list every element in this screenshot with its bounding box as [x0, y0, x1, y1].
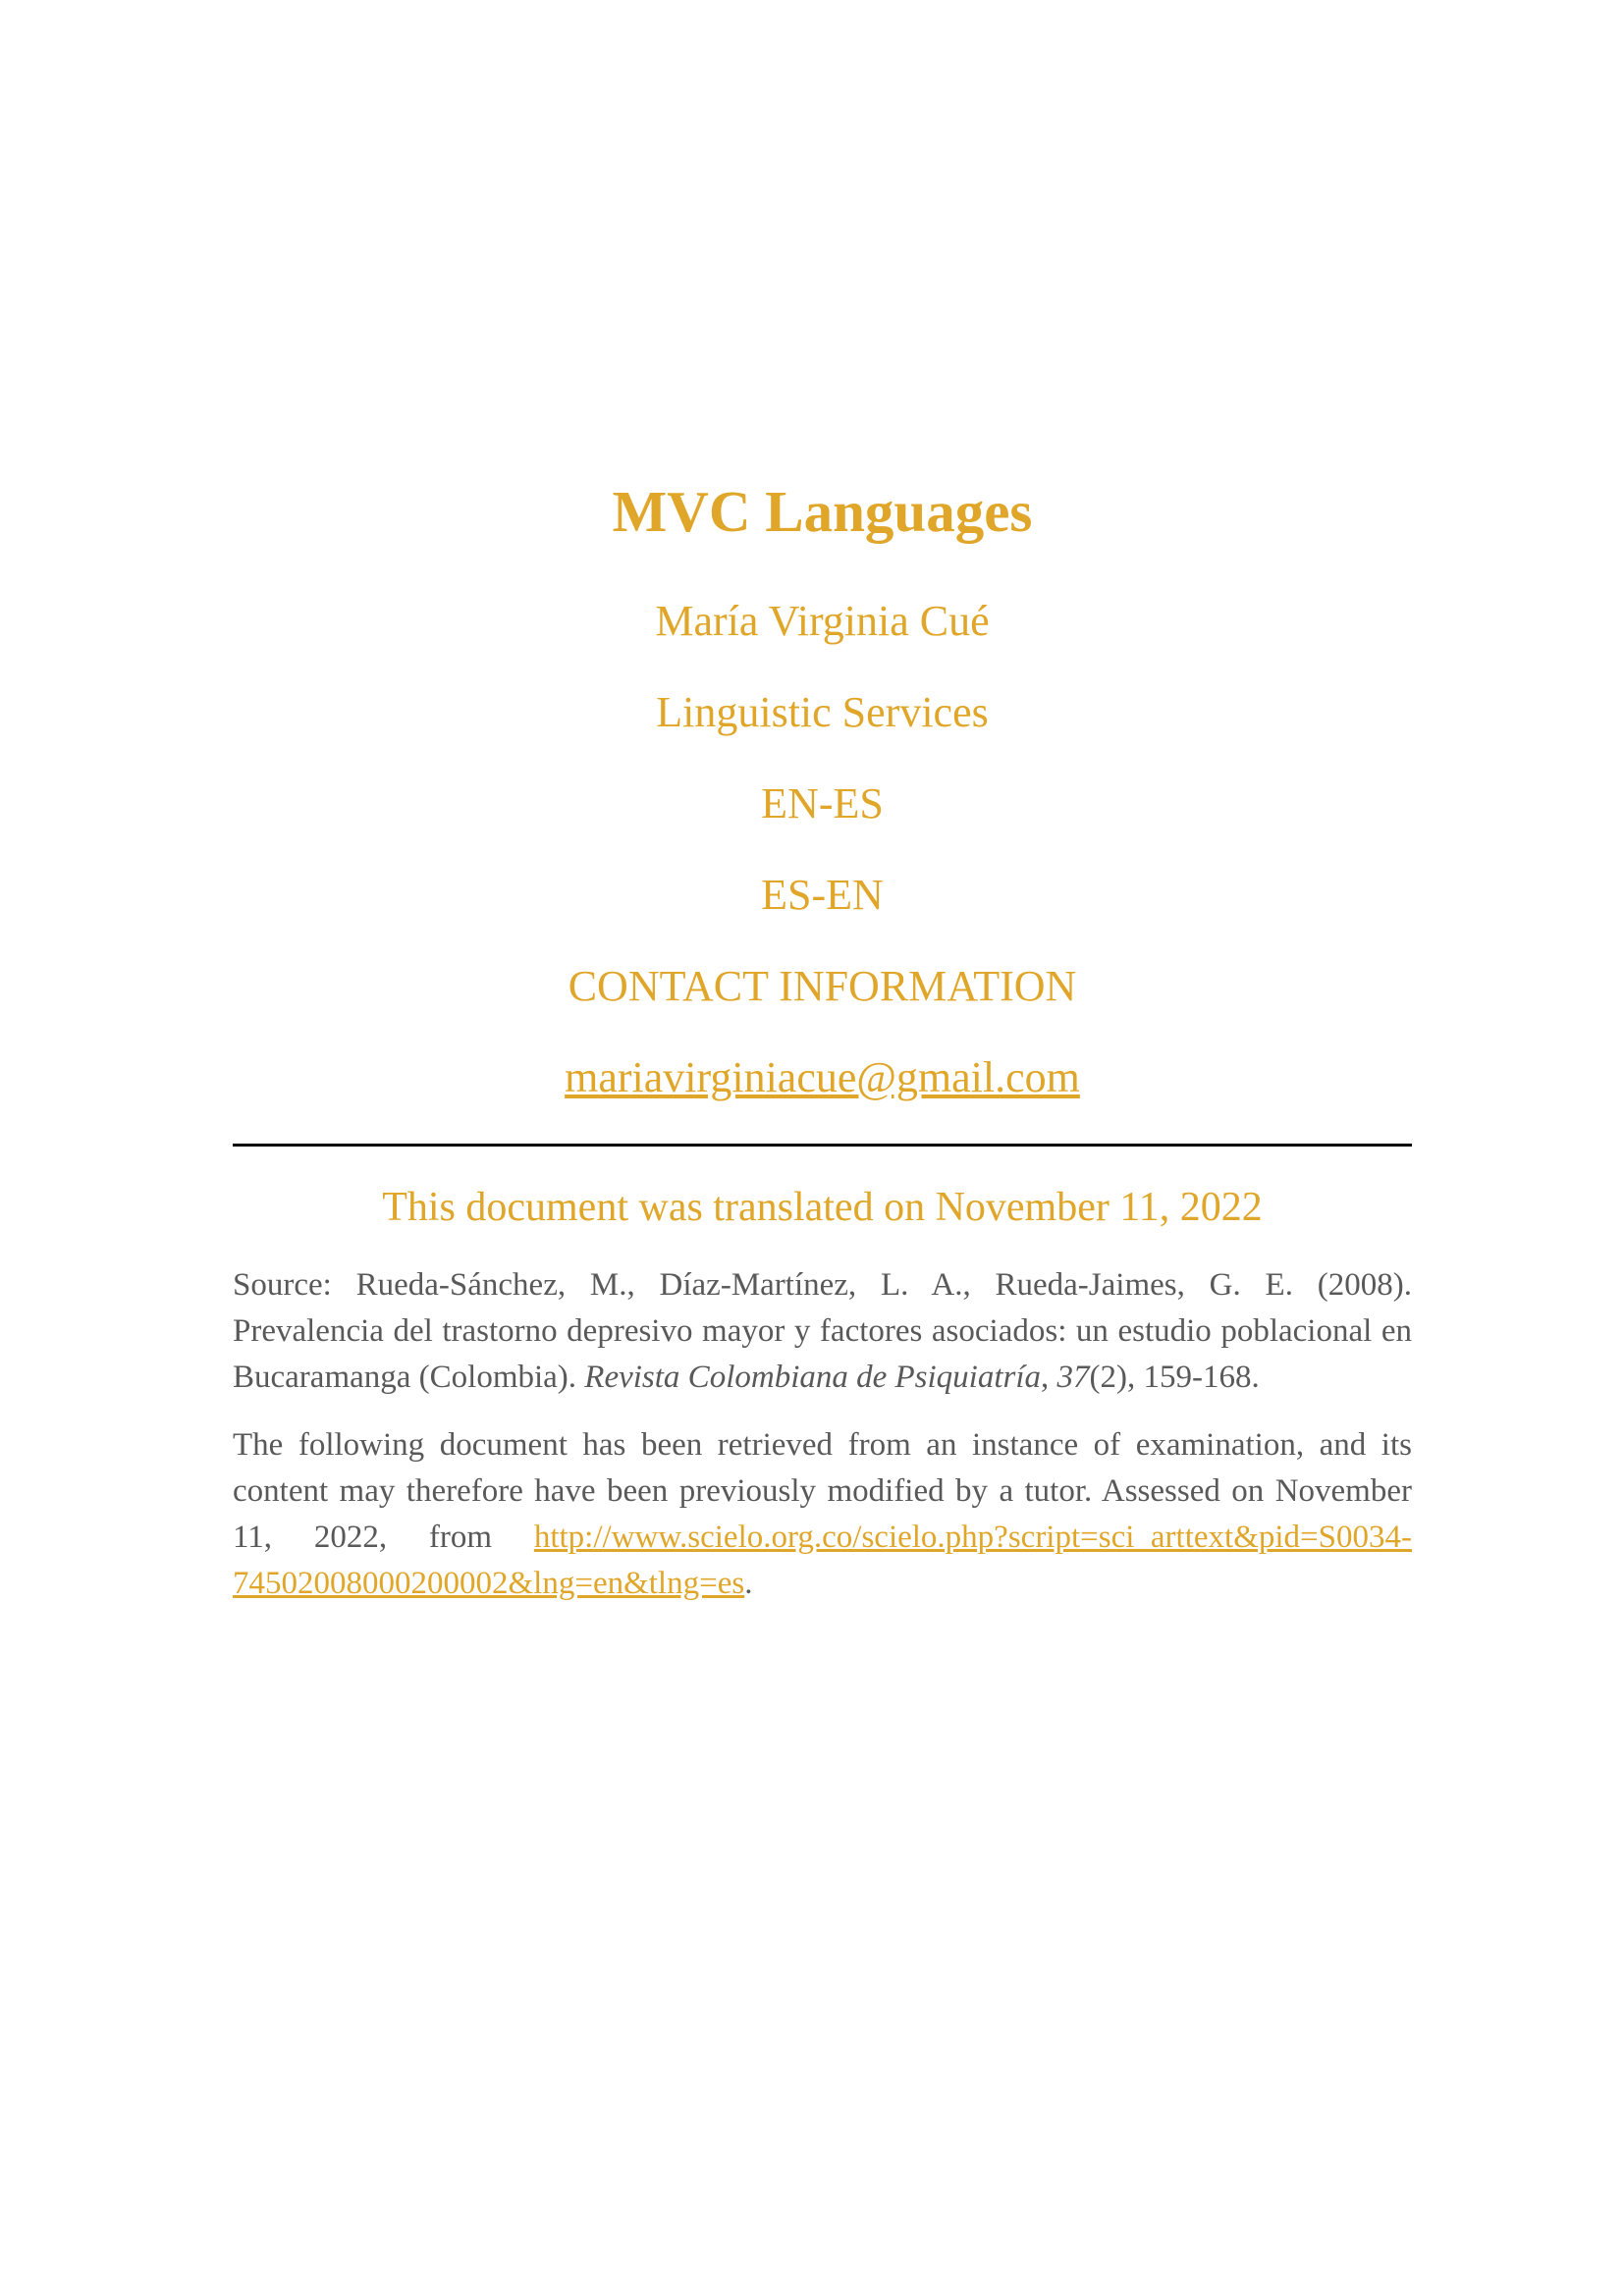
source-citation-text: Source: Rueda-Sánchez, M., Díaz-Martínez, L. A., Rueda-Jaimes, G. E. (2008). Prevalencia del trastorno depresivo mayor y factores asociados: un estudio poblacional en Bucaramanga (Colombia). [233, 1267, 1412, 1396]
citation-separator: , [1041, 1360, 1057, 1396]
journal-volume: 37 [1056, 1360, 1090, 1396]
page-title: MVC Languages [612, 479, 1033, 544]
language-pair-en-es: EN-ES [761, 778, 884, 828]
journal-name: Revista Colombiana de Psiquiatría [584, 1360, 1042, 1396]
source-paragraph [233, 1262, 1412, 1401]
translation-notice: This document was translated on November 11, 2022 [382, 1184, 1263, 1230]
retrieval-text: The following document has been retrieved from an instance of examination, and its content may therefore have been previously modified by a tutor. Assessed on November 11, 2022, from [233, 1427, 1412, 1556]
language-pair-es-en: ES-EN [761, 870, 884, 919]
retrieval-paragraph [233, 1422, 1412, 1607]
email-line [233, 1052, 1412, 1102]
services-line: Linguistic Services [656, 687, 989, 736]
email-link[interactable]: mariavirginiacue@gmail.com [565, 1052, 1080, 1101]
retrieval-period: . [744, 1566, 753, 1602]
citation-pages: (2), 159-168. [1089, 1360, 1260, 1396]
author-line: María Virginia Cué [655, 596, 990, 645]
divider-rule [233, 1144, 1412, 1147]
contact-heading: CONTACT INFORMATION [568, 961, 1077, 1010]
source-url-link[interactable]: http://www.scielo.org.co/scielo.php?script=sci_arttext&pid=S0034-74502008000200002&lng=en&tlng=es [233, 1520, 1412, 1602]
